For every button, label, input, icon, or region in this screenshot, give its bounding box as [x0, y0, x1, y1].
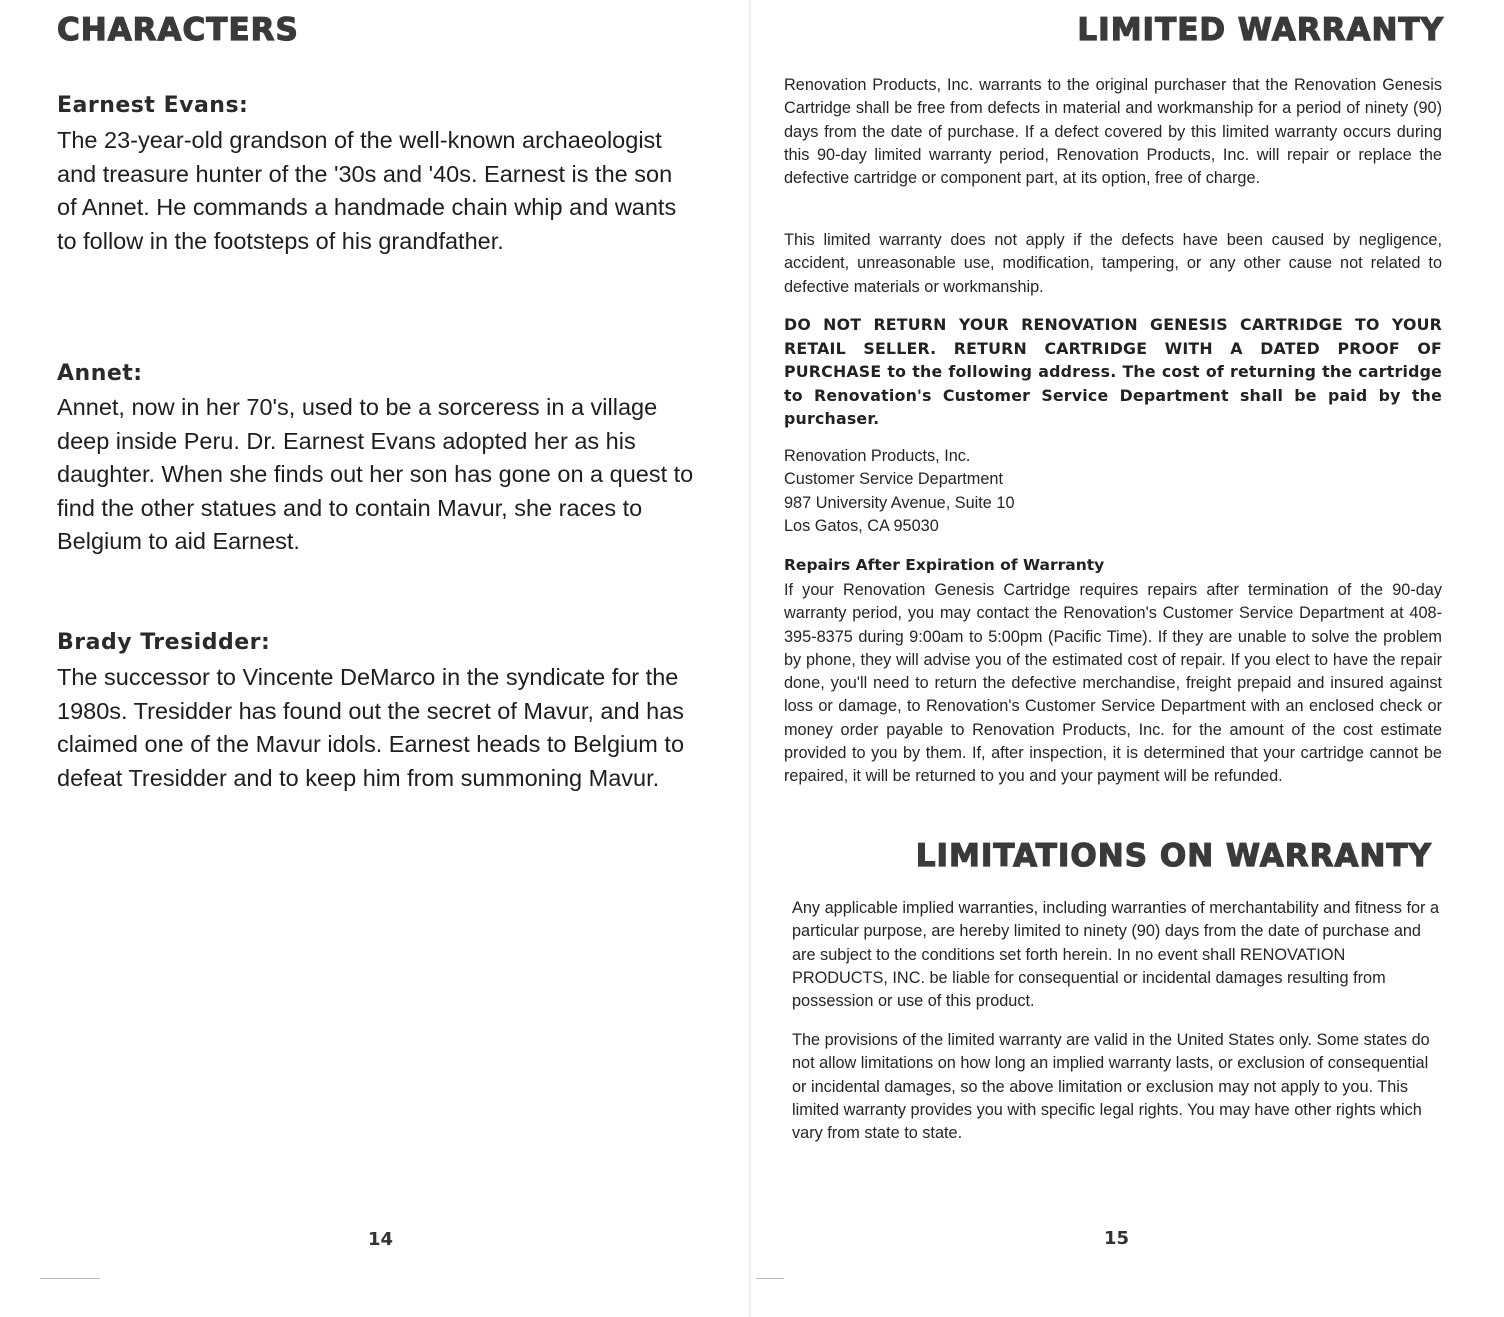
character-name-annet: Annet: — [57, 361, 143, 386]
warranty-paragraph-1: Renovation Products, Inc. warrants to the original purchaser that the Renovation Genesis Cartridge shall be free from defects in material and workmanship for a period of ninety (90) days from the date of purchase. If a defect covered by this limited warranty occurs during this 90-day limited warranty period, Renovation Products, Inc. will repair or replace the defective cartridge or component part, at its option, free of charge. — [784, 76, 1442, 188]
page-number-right: 15 — [1104, 1228, 1130, 1249]
limitations-paragraph-1: Any applicable implied warranties, including warranties of merchantability and fitness for a particular purpose, are hereby limited to ninety (90) days from the date of purchase and are subject to the conditions set forth herein. In no event shall RENOVATION PRODUCTS, INC. be liable for consequential or incidental damages resulting from possession or use of this product. — [792, 899, 1440, 1011]
limited-warranty-heading: LIMITED WARRANTY — [1077, 12, 1444, 48]
repairs-heading: Repairs After Expiration of Warranty — [784, 556, 1105, 574]
page-edge-rule-left — [40, 1278, 100, 1279]
page-edge-rule-right — [756, 1278, 784, 1279]
character-name-brady: Brady Tresidder: — [57, 630, 271, 655]
repairs-paragraph: If your Renovation Genesis Cartridge requires repairs after termination of the 90-day warranty period, you may contact the Renovation's Customer Service Department at 408-395-8375 during 9:00am to 5:00pm (Pacific Time). If they are unable to solve the problem by phone, they will advise you of the estimated cost of repair. If you elect to have the repair done, you'll need to return the defective merchandise, freight prepaid and insured against loss or damage, to Renovation's Customer Service Department with an enclosed check or money order payable to Renovation Products, Inc. for the amount of the cost estimate provided to you by them. If, after inspection, it is determined that your cartridge cannot be repaired, it will be returned to you and your payment will be refunded. — [784, 581, 1442, 786]
address-line: Los Gatos, CA 95030 — [784, 516, 939, 535]
address-line: Customer Service Department — [784, 470, 1003, 489]
address-line: Renovation Products, Inc. — [784, 447, 971, 465]
character-description-earnest: The 23-year-old grandson of the well-known archaeologist and treasure hunter of the '30s and '40s. Earnest is the son of Annet. He commands a handmade chain whip and wants to follow in the footsteps of his grandfather. — [57, 127, 677, 254]
service-address — [784, 445, 1015, 538]
limitations-heading: LIMITATIONS ON WARRANTY — [915, 838, 1432, 874]
warranty-paragraph-2: This limited warranty does not apply if the defects have been caused by negligence, accident, unreasonable use, modification, tampering, or any other cause not related to defective materials or workmanship. — [784, 231, 1442, 296]
address-line: 987 University Avenue, Suite 10 — [784, 493, 1015, 512]
limitations-paragraph-2: The provisions of the limited warranty are valid in the United States only. Some states do not allow limitations on how long an implied warranty lasts, or exclusion of consequential or incidental damages, so the above limitation or exclusion may not apply to you. This limited warranty provides you with specific legal rights. You may have other rights which vary from state to state. — [792, 1031, 1430, 1143]
character-name-earnest: Earnest Evans: — [57, 93, 249, 118]
character-description-annet: Annet, now in her 70's, used to be a sorceress in a village deep inside Peru. Dr. Earnest Evans adopted her as his daughter. When she finds out her son has gone on a quest to find the other statues and to contain Mavur, she races to Belgium to aid Earnest. — [57, 394, 694, 554]
right-page — [752, 0, 1504, 1317]
page-number-left: 14 — [368, 1229, 394, 1250]
character-description-brady: The successor to Vincente DeMarco in the syndicate for the 1980s. Tresidder has found out the secret of Mavur, and has claimed one of the Mavur idols. Earnest heads to Belgium to defeat Tresidder and to keep him from summoning Mavur. — [57, 664, 685, 791]
return-notice: DO NOT RETURN YOUR RENOVATION GENESIS CARTRIDGE TO YOUR RETAIL SELLER. RETURN CARTRIDGE WITH A DATED PROOF OF PURCHASE to the following address. The cost of returning the cartridge to Renovation's Customer Service Department shall be paid by the purchaser. — [784, 315, 1442, 429]
characters-heading: CHARACTERS — [57, 12, 299, 48]
